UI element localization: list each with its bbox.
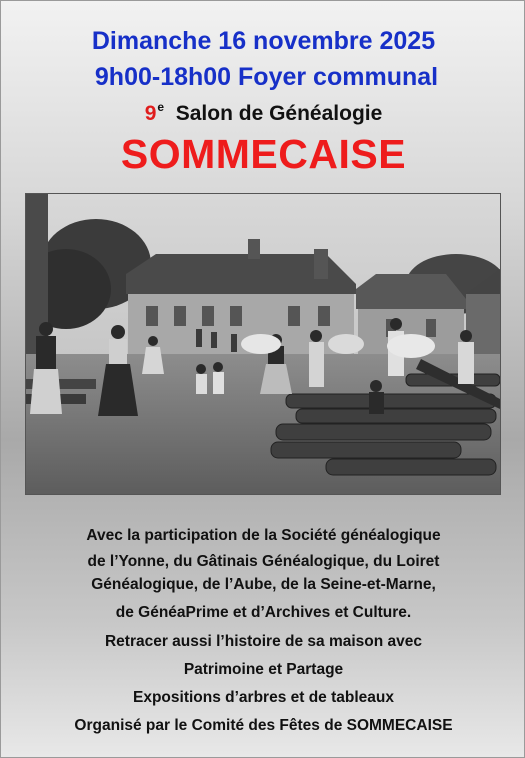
edition-suffix: e: [157, 100, 165, 114]
salon-heading: [1, 100, 525, 126]
event-date: Dimanche 16 novembre 2025: [91, 27, 436, 55]
salon-name: Salon de Généalogie: [175, 102, 383, 125]
info-line-4: de GénéaPrime et d’Archives et Culture.: [115, 604, 412, 621]
info-line-6: Patrimoine et Partage: [183, 661, 344, 678]
info-line-1: Avec la participation de la Société généalogique: [86, 527, 441, 544]
info-line-8: Organisé par le Comité des Fêtes de SOMMECAISE: [74, 717, 453, 734]
town-title: SOMMECAISE: [120, 131, 407, 177]
event-hours-venue: 9h00-18h00 Foyer communal: [94, 63, 439, 91]
info-line-5: Retracer aussi l’histoire de sa maison avec: [104, 633, 423, 650]
info-line-7: Expositions d’arbres et de tableaux: [133, 689, 394, 706]
edition-number: 9: [144, 102, 157, 125]
village-photo: [26, 194, 500, 494]
info-line-3: Généalogique, de l’Aube, de la Seine-et-Marne,: [91, 576, 436, 593]
info-line-2: de l’Yonne, du Gâtinais Généalogique, du Loiret: [87, 553, 440, 570]
